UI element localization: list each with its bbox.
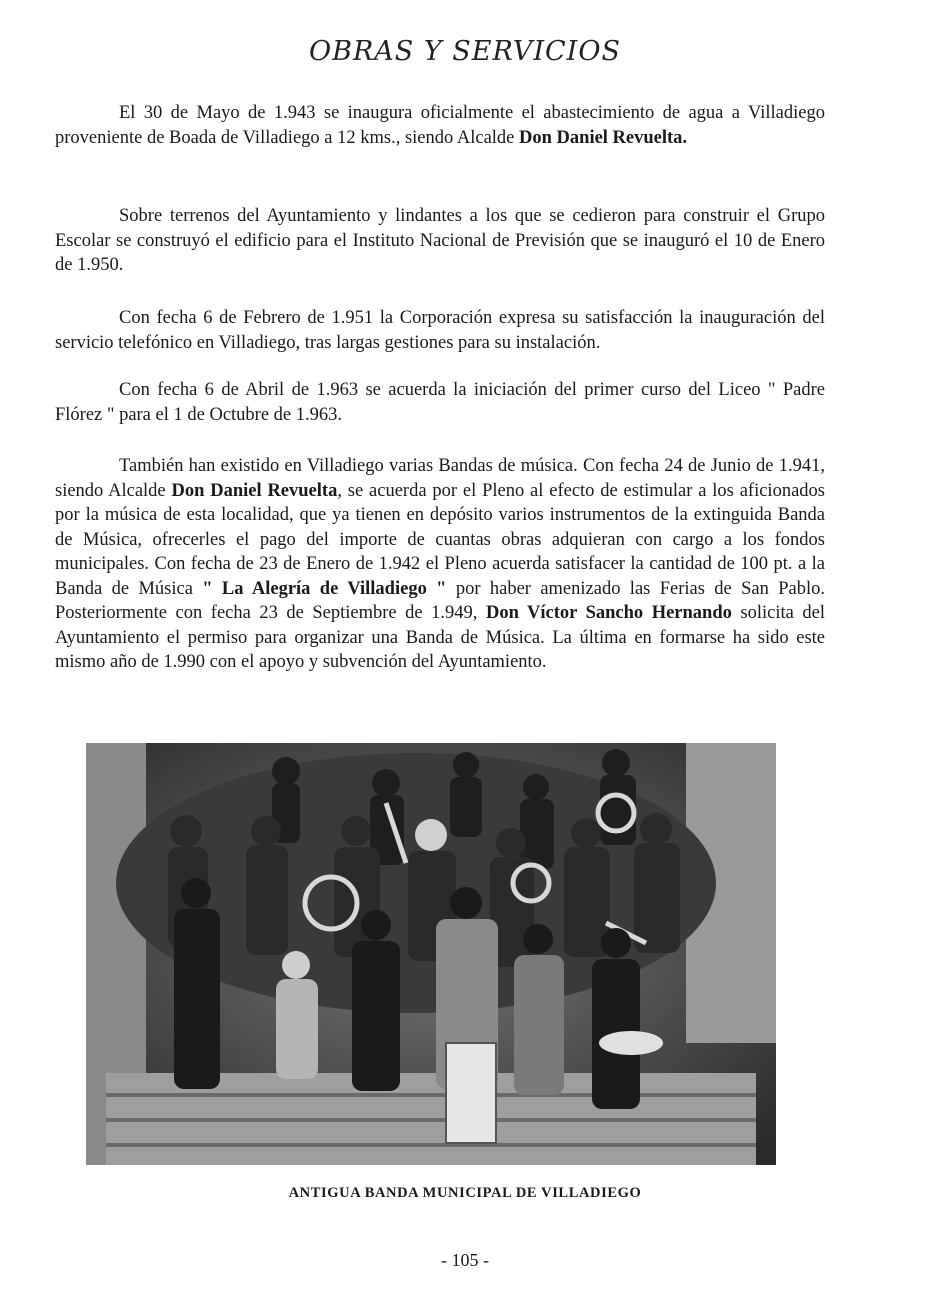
paragraph-text: Con fecha 6 de Febrero de 1.951 la Corporación expresa su satisfacción la inauguración del servicio telefónico en Villadiego, tras largas gestiones para su instalación. (55, 308, 825, 353)
page-title: OBRAS Y SERVICIOS (309, 36, 621, 67)
photo-caption: ANTIGUA BANDA MUNICIPAL DE VILLADIEGO (288, 1185, 642, 1201)
paragraph-liceo (55, 378, 825, 427)
paragraph-music-bands (55, 454, 825, 675)
photo-step-edge (106, 1093, 756, 1097)
band-photo-illustration (86, 743, 776, 1165)
paragraph-instituto (55, 204, 825, 278)
paragraph-text: solicita del Ayuntamiento el permiso para organizar una Banda de Música. La última en formarse ha sido este mismo año de 1.990 con el apoyo y subvención del Ayuntamiento. (55, 603, 825, 672)
paragraph-bold-name: Don Daniel Revuelta (171, 480, 338, 501)
band-photograph (86, 743, 776, 1165)
paragraph-text: También han existido en Villadiego varias Bandas de música. Con fecha 24 de Junio de 1.941, siendo Alcalde (55, 456, 825, 501)
paragraph-text: El 30 de Mayo de 1.943 se inaugura oficialmente el abastecimiento de agua a Villadiego proveniente de Boada de Villadiego a 12 kms., siendo Alcalde (55, 103, 825, 148)
photo-bass-drum (446, 1043, 496, 1143)
paragraph-text: Con fecha 6 de Abril de 1.963 se acuerda la iniciación del primer curso del Liceo " Padre Flórez " para el 1 de Octubre de 1.963. (55, 380, 825, 425)
paragraph-bold-name: Don Víctor Sancho Hernando (485, 603, 732, 623)
paragraph-telephone (55, 306, 825, 355)
photo-snare-drum (599, 1031, 663, 1055)
paragraph-water-supply (55, 101, 825, 150)
paragraph-text: Sobre terrenos del Ayuntamiento y lindantes a los que se cedieron para construir el Grupo Escolar se construyó el edificio para el Instituto Nacional de Previsión que se inauguró el 10 de Enero de 1.950. (55, 206, 825, 275)
page-number: - 105 - (441, 1250, 489, 1270)
paragraph-text: por haber amenizado las Ferias de San Pablo. Posteriormente con fecha 23 de Septiembre de 1.949, (55, 578, 826, 623)
paragraph-bold-name: Don Daniel Revuelta. (519, 127, 688, 148)
photo-step-edge (106, 1143, 756, 1147)
paragraph-bold-band-name: " La Alegría de Villadiego " (202, 578, 447, 599)
paragraph-text: , se acuerda por el Pleno al efecto de estimular a los aficionados por la música de esta localidad, que ya tienen en depósito varios instrumentos de la extinguida Banda de Música, ofrecerles el pago del importe de cuantas obras adquieran con cargo a los fondos municipales. Con fecha de 23 de Enero de 1.942 el Pleno acuerda satisfacer la cantidad de 100 pt. a la Banda de Música (55, 480, 825, 599)
photo-step-edge (106, 1118, 756, 1122)
